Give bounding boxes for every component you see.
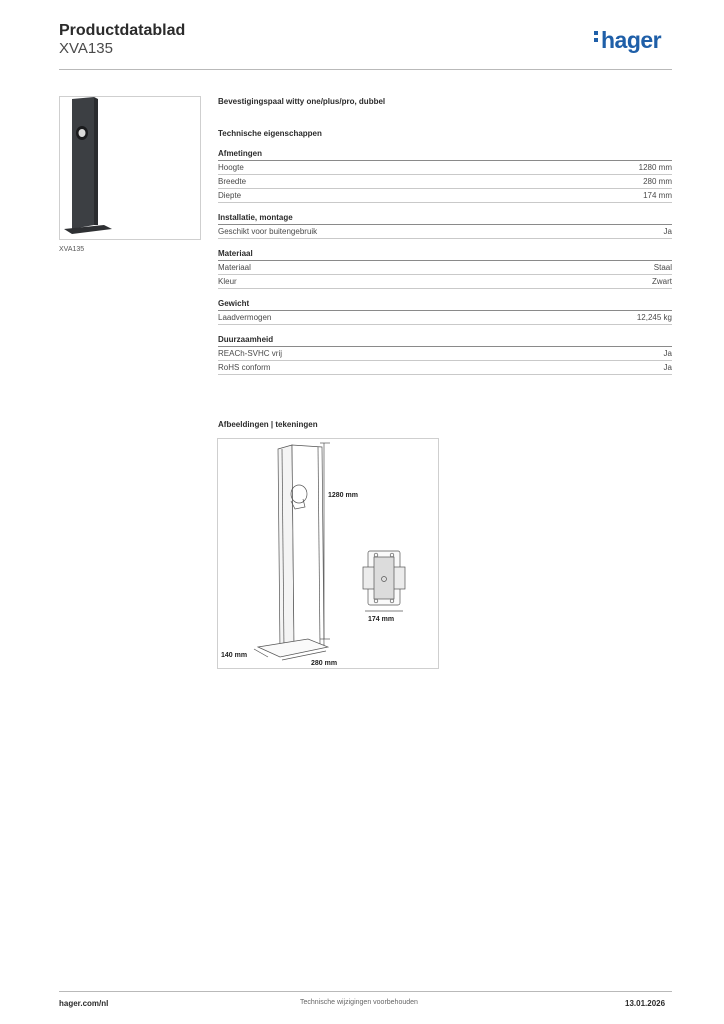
group-title-duurzaamheid: Duurzaamheid xyxy=(218,335,672,347)
footer-date: 13.01.2026 xyxy=(625,999,666,1008)
product-code: XVA135 xyxy=(59,40,113,57)
product-name: Bevestigingspaal witty one/plus/pro, dubbel xyxy=(218,97,386,106)
dim-base-depth-label: 140 mm xyxy=(221,652,248,659)
property-value: Ja xyxy=(663,349,672,358)
property-row xyxy=(218,261,672,275)
footer-note: Technische wijzigingen voorbehouden xyxy=(300,999,418,1006)
property-row xyxy=(218,161,672,175)
footer-divider xyxy=(59,991,672,992)
dim-width-label: 280 mm xyxy=(311,660,338,667)
page-title: Productdatablad xyxy=(59,22,186,39)
properties-title: Technische eigenschappen xyxy=(218,129,322,138)
hager-logo xyxy=(594,27,661,54)
footer-website-link[interactable]: hager.com/nl xyxy=(59,999,109,1008)
logo-colon-icon xyxy=(594,28,599,45)
property-row xyxy=(218,225,672,239)
property-row xyxy=(218,189,672,203)
property-row xyxy=(218,175,672,189)
property-label: Materiaal xyxy=(218,263,251,272)
property-value: Zwart xyxy=(652,277,672,286)
property-label: Breedte xyxy=(218,177,247,186)
property-value: 280 mm xyxy=(643,177,672,186)
group-title-materiaal: Materiaal xyxy=(218,249,672,261)
property-label: REACh-SVHC vrij xyxy=(218,349,283,358)
photo-caption: XVA135 xyxy=(59,246,85,253)
property-label: Diepte xyxy=(218,191,242,200)
property-label: Hoogte xyxy=(218,163,244,172)
technical-drawing xyxy=(218,439,438,668)
property-row xyxy=(218,311,672,325)
logo-text: hager xyxy=(601,27,662,53)
dim-height-label: 1280 mm xyxy=(328,492,358,499)
property-value: Staal xyxy=(653,263,672,272)
drawings-title: Afbeeldingen | tekeningen xyxy=(218,420,318,429)
property-value: 12,245 kg xyxy=(636,313,672,322)
property-label: Geschikt voor buitengebruik xyxy=(218,227,318,236)
group-title-installatie: Installatie, montage xyxy=(218,213,672,225)
property-row xyxy=(218,347,672,361)
header-divider xyxy=(59,69,672,70)
properties-section xyxy=(218,97,672,375)
property-row xyxy=(218,361,672,375)
property-label: Kleur xyxy=(218,277,237,286)
property-label: RoHS conform xyxy=(218,363,271,372)
property-value: 1280 mm xyxy=(638,163,672,172)
property-value: Ja xyxy=(663,363,672,372)
technical-drawing-frame xyxy=(217,438,439,669)
product-photo xyxy=(60,97,200,239)
product-photo-frame xyxy=(59,96,201,240)
property-value: Ja xyxy=(663,227,672,236)
property-label: Laadvermogen xyxy=(218,313,272,322)
property-value: 174 mm xyxy=(643,191,672,200)
group-title-gewicht: Gewicht xyxy=(218,299,672,311)
group-title-afmetingen: Afmetingen xyxy=(218,149,672,161)
property-row xyxy=(218,275,672,289)
dim-depth-label: 174 mm xyxy=(368,616,395,623)
